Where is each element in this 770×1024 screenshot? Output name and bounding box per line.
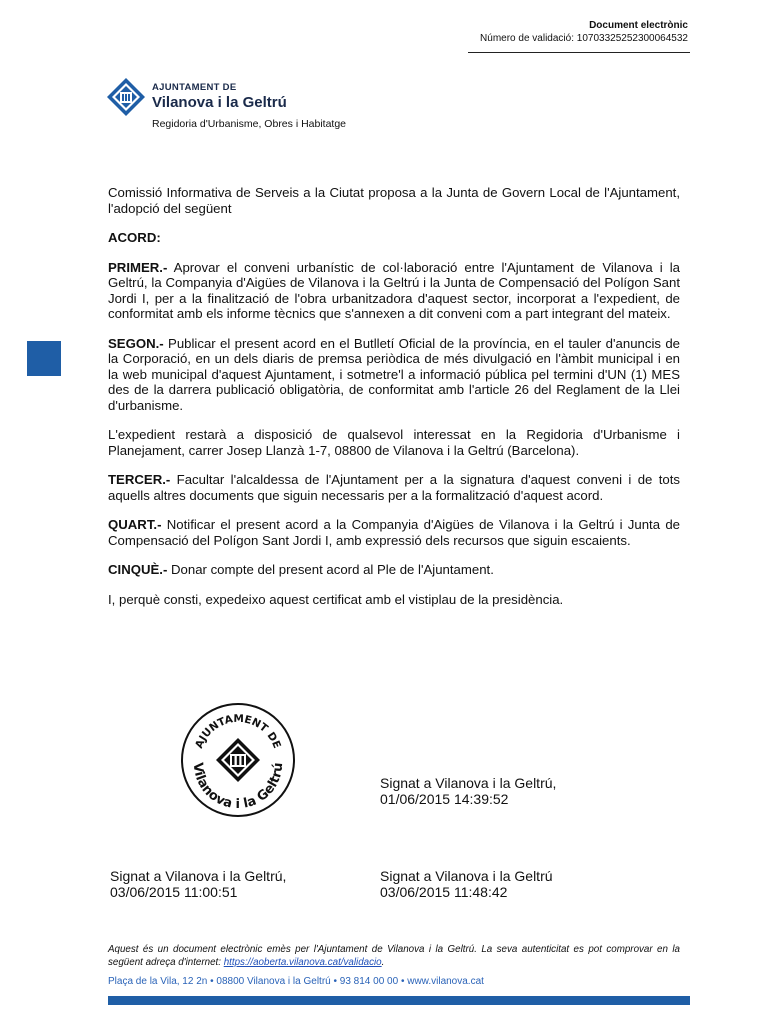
segon-paragraph: [108, 336, 680, 414]
org-name: [152, 82, 287, 111]
expedient-paragraph: L'expedient restarà a disposició de qualsevol interessat en la Regidoria d'Urbanisme i Planejament, carrer Josep Llanzà 1-7, 08800 de Vilanova i la Geltrú (Barcelona).: [108, 427, 680, 458]
acord-label: ACORD:: [108, 230, 161, 245]
quart-label: QUART.-: [108, 517, 162, 532]
org-line2: Vilanova i la Geltrú: [152, 94, 287, 111]
signature-datetime: 03/06/2015 11:00:51: [110, 884, 238, 900]
municipal-seal-icon: [180, 702, 296, 818]
footer-address: Plaça de la Vila, 12 2n • 08800 Vilanova i la Geltrú • 93 814 00 00 • www.vilanova.cat: [108, 976, 484, 987]
header-divider: [468, 52, 690, 53]
signature-block-2: [110, 868, 286, 900]
cinque-paragraph: [108, 562, 680, 578]
org-line1: AJUNTAMENT DE: [152, 82, 237, 93]
tercer-label: TERCER.-: [108, 472, 171, 487]
signature-place: Signat a Vilanova i la Geltrú,: [110, 868, 287, 884]
quart-paragraph: [108, 517, 680, 548]
validation-number: Número de validació: 10703325252300064532: [480, 33, 688, 44]
notice-text: Aquest és un document electrònic emès per l'Ajuntament de Vilanova i la Geltrú. La seva autenticitat es pot comprovar en la següent adreça d'internet:: [108, 944, 680, 968]
department-name: Regidoria d'Urbanisme, Obres i Habitatge: [152, 118, 347, 130]
tercer-text: Facultar l'alcaldessa de l'Ajuntament per a la signatura d'aquest conveni i de tots aquells altres documents que siguin necessaris per a la formalització d'aquest acord.: [108, 472, 680, 503]
signature-place: Signat a Vilanova i la Geltrú,: [380, 775, 557, 791]
signature-block-3: [380, 868, 553, 900]
signature-place: Signat a Vilanova i la Geltrú: [380, 868, 553, 884]
primer-text: Aprovar el conveni urbanístic de col·laboració entre l'Ajuntament de Vilanova i la Geltrú, la Companyia d'Aigües de Vilanova i la Geltrú i la Junta de Compensació del Polígon Sant Jordi I, per a la finalització de l'obra urbanitzadora d'aquest sector, incorporat a l'expedient, de conformitat amb els informe tècnics que s'annexen a dit conveni com a part integrant del mateix.: [108, 259, 680, 321]
acord-heading: [108, 230, 680, 246]
tercer-paragraph: [108, 472, 680, 503]
footer-bar: [108, 996, 690, 1005]
segon-text: Publicar el present acord en el Butlletí Oficial de la província, en el tauler d'anuncis de la Corporació, en un dels diaris de premsa periòdica de més divulgació en l'àmbit municipal i en la web municipal d'aquest Ajuntament, i sotmetre'l a informació pública pel termini d'UN (1) MES des de la darrera publicació obligatòria, de conformitat amb l'article 26 del Reglament de la Llei d'urbanisme.: [108, 335, 680, 413]
city-logo-icon: [106, 77, 146, 117]
segon-label: SEGON.-: [108, 335, 164, 351]
signature-datetime: 01/06/2015 14:39:52: [380, 791, 509, 807]
seal-bottom-text: Vilanova i la Geltrú: [189, 761, 287, 813]
side-marker: [27, 341, 61, 376]
closing-paragraph: I, perquè consti, expedeixo aquest certificat amb el vistiplau de la presidència.: [108, 591, 564, 607]
header-title: Document electrònic: [589, 20, 688, 31]
signature-block-1: [380, 775, 556, 807]
intro-paragraph: Comissió Informativa de Serveis a la Ciutat proposa a la Junta de Govern Local de l'Ajuntament, l'adopció del següent: [108, 185, 680, 216]
notice-suffix: .: [381, 956, 385, 968]
primer-label: PRIMER.-: [108, 259, 168, 275]
seal-top-text: AJUNTAMENT DE: [193, 712, 283, 751]
quart-text: Notificar el present acord a la Companyia d'Aigües de Vilanova i la Geltrú i Junta de Compensació del Polígon Sant Jordi I, amb expressió dels recursos que siguin escaients.: [108, 517, 680, 548]
primer-paragraph: [108, 260, 680, 322]
document-header: [480, 19, 688, 45]
cinque-label: CINQUÈ.-: [108, 562, 168, 577]
validation-link[interactable]: https://aoberta.vilanova.cat/validacio: [223, 956, 382, 968]
signature-datetime: 03/06/2015 11:48:42: [380, 884, 508, 900]
document-body: [108, 185, 680, 621]
authenticity-notice: [108, 944, 680, 969]
cinque-text: Donar compte del present acord al Ple de l'Ajuntament.: [167, 562, 494, 577]
